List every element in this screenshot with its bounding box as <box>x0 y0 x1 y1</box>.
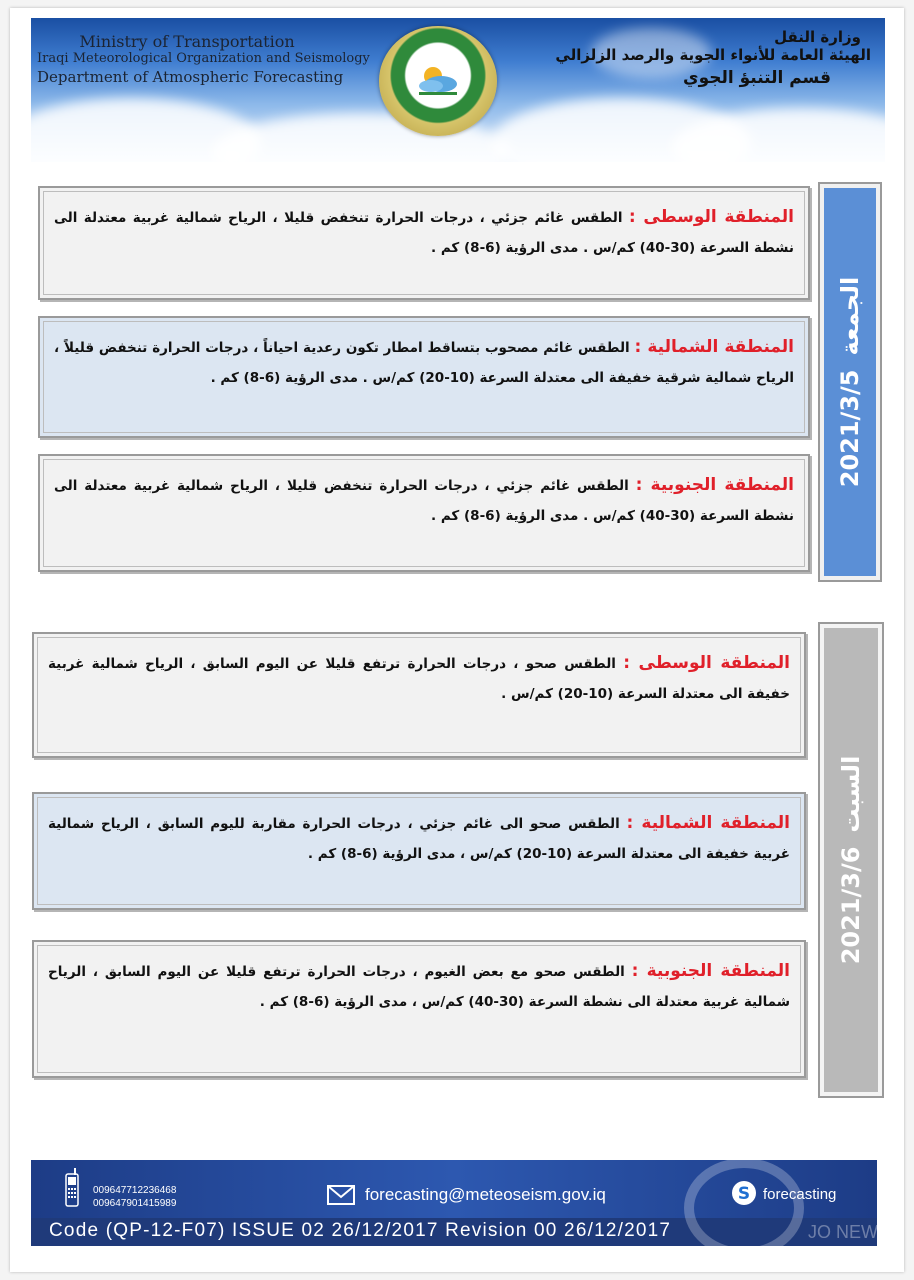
region-name: المنطقة الجنوبية : <box>631 961 791 981</box>
cloud-sun-emblem-icon <box>413 60 463 100</box>
skype-handle[interactable]: forecasting <box>763 1186 837 1203</box>
day-tab-saturday <box>818 622 884 1098</box>
ministry-title-ar: وزارة النقل <box>774 28 861 46</box>
forecast-text: الطقس صحو الى غائم جزئي ، درجات الحرارة مقاربة لليوم السابق ، الرياح شمالية غربية خفيفة الى معتدلة السرعة (10-20) كم/س ، مدى الرؤية (6-8) كم . <box>48 816 790 862</box>
watermark-logo <box>684 1158 804 1258</box>
day-tab-friday <box>818 182 882 582</box>
organization-title-ar: الهيئة العامة للأنواء الجوية والرصد الزلزالي <box>555 46 871 64</box>
day-name: الجمعة <box>836 276 864 356</box>
region-name: المنطقة الشمالية : <box>626 813 790 833</box>
region-name: المنطقة الجنوبية : <box>635 475 794 495</box>
forecast-box-north <box>32 792 806 910</box>
forecast-text: الطقس غائم جزئي ، درجات الحرارة تنخفض قليلا ، الرياح شمالية غربية معتدلة الى نشطة السرعة (30-40) كم/س . مدى الرؤية (6-8) كم . <box>54 210 794 256</box>
organization-logo <box>379 26 497 136</box>
forecast-box-north <box>38 316 810 438</box>
phone-number: 009647712236468 <box>93 1185 177 1196</box>
forecast-text: الطقس غائم جزئي ، درجات الحرارة تنخفض قليلا ، الرياح شمالية غربية معتدلة الى نشطة السرعة (30-40) كم/س . مدى الرؤية (6-8) كم . <box>54 478 794 524</box>
forecast-box-central <box>38 186 810 300</box>
phone-icon <box>65 1168 79 1208</box>
ministry-title: Ministry of Transportation <box>79 32 295 51</box>
department-title: Department of Atmospheric Forecasting <box>37 68 344 86</box>
day-date: 2021/3/5 <box>836 369 864 488</box>
forecast-box-central <box>32 632 806 758</box>
mail-icon <box>327 1185 355 1205</box>
forecast-text: الطقس صحو مع بعض الغيوم ، درجات الحرارة ترتفع قليلا عن اليوم السابق ، الرياح شمالية غربية معتدلة الى نشطة السرعة (30-40) كم/س ، مدى الرؤية (6-8) كم . <box>48 964 790 1010</box>
forecast-text: الطقس غائم مصحوب بتساقط امطار تكون رعدية احياناً ، درجات الحرارة تنخفض قليلاً ، الرياح شمالية شرقية خفيفة الى معتدلة السرعة (10-20) كم/س . مدى الرؤية (6-8) كم . <box>54 340 794 386</box>
header-arabic-text <box>555 28 871 88</box>
region-name: المنطقة الوسطى : <box>628 207 795 227</box>
forecast-text: الطقس صحو ، درجات الحرارة ترتفع قليلا عن اليوم السابق ، الرياح شمالية غربية خفيفة الى معتدلة السرعة (10-20) كم/س . <box>48 656 790 702</box>
forecast-box-south <box>38 454 810 572</box>
email-link[interactable]: forecasting@meteoseism.gov.iq <box>365 1185 606 1204</box>
region-name: المنطقة الوسطى : <box>623 653 790 673</box>
svg-text:S: S <box>737 1184 751 1204</box>
day-label <box>836 277 864 487</box>
organization-title: Iraqi Meteorological Organization and Seismology <box>37 51 370 66</box>
phone-numbers <box>93 1184 176 1210</box>
document-code: Code (QP-12-F07) ISSUE 02 26/12/2017 Revision 00 26/12/2017 <box>49 1220 672 1241</box>
forecast-box-south <box>32 940 806 1078</box>
day-name: السبت <box>837 755 865 833</box>
region-name: المنطقة الشمالية : <box>634 337 794 357</box>
day-label <box>837 756 865 965</box>
department-title-ar: قسم التنبؤ الجوي <box>683 68 831 88</box>
day-date: 2021/3/6 <box>837 846 865 965</box>
watermark-text: JO NEW <box>808 1222 878 1242</box>
phone-number: 009647901415989 <box>93 1198 177 1209</box>
header-english-text <box>37 32 370 86</box>
